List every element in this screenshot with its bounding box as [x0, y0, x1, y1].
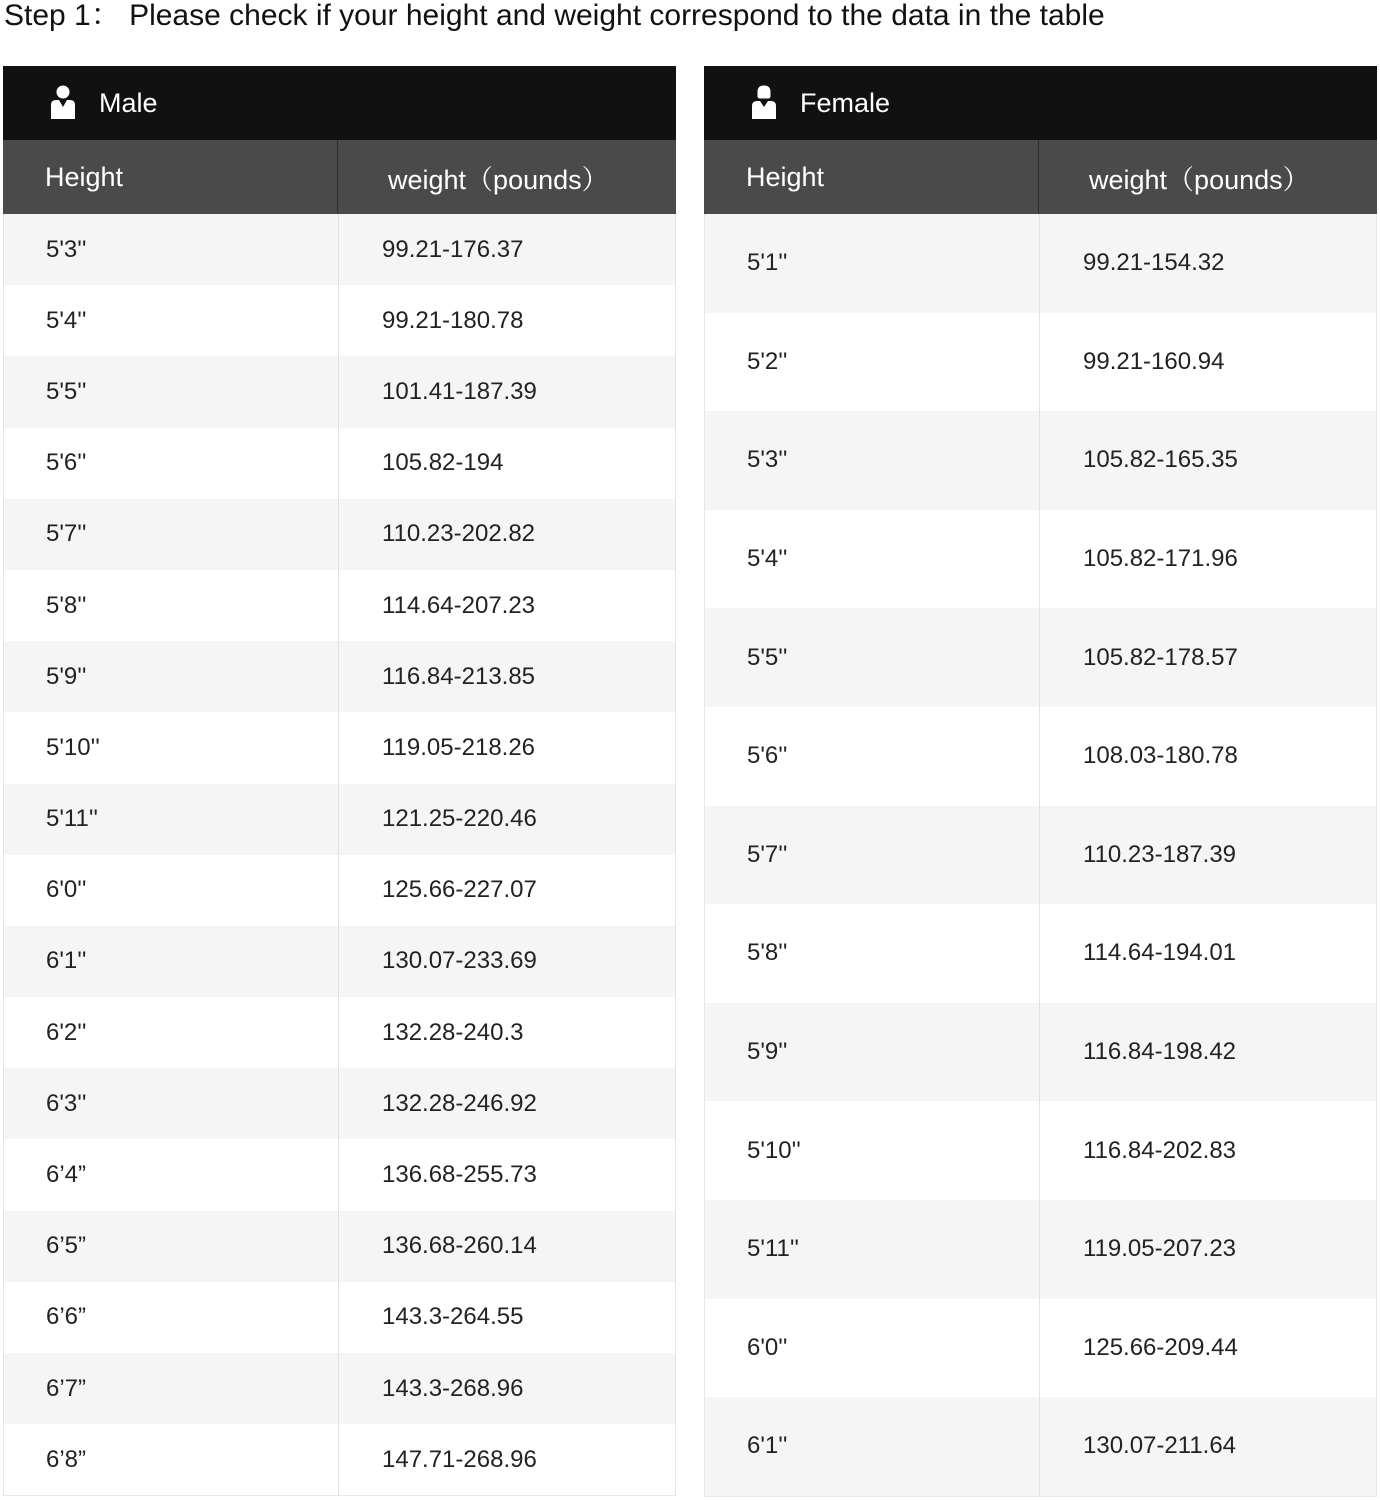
- table-row: [4, 570, 675, 641]
- weight-cell: 116.84-213.85: [382, 662, 536, 690]
- table-row: [4, 784, 675, 855]
- male-height-header: Height: [3, 140, 338, 214]
- height-cell: 5'11'': [705, 1200, 1040, 1299]
- height-cell: 5'7'': [4, 499, 339, 570]
- height-cell: 5'9'': [705, 1003, 1040, 1102]
- height-cell: 5'10'': [4, 712, 339, 783]
- height-cell: 6'0'': [4, 855, 339, 926]
- table-row: [705, 1003, 1376, 1102]
- table-row: [705, 1200, 1376, 1299]
- height-cell: 6’6”: [4, 1282, 339, 1353]
- height-cell: 6’8”: [4, 1424, 339, 1495]
- weight-cell: 119.05-207.23: [1083, 1235, 1237, 1263]
- male-weight-header: weight（pounds）: [388, 164, 609, 195]
- weight-cell: 99.21-160.94: [1083, 347, 1225, 375]
- male-table-body: [3, 214, 676, 1496]
- table-row: [4, 1211, 675, 1282]
- female-column-headers: [704, 140, 1377, 214]
- height-cell: 5'3'': [4, 214, 339, 285]
- height-cell: 5'2'': [705, 313, 1040, 412]
- weight-cell: 132.28-240.3: [382, 1018, 524, 1046]
- table-row: [705, 707, 1376, 806]
- weight-cell: 114.64-207.23: [382, 591, 536, 619]
- height-cell: 5'9'': [4, 641, 339, 712]
- weight-cell: 147.71-268.96: [382, 1445, 537, 1473]
- table-row: [4, 285, 675, 356]
- weight-cell: 105.82-171.96: [1083, 545, 1238, 573]
- weight-cell: 108.03-180.78: [1083, 742, 1238, 770]
- weight-cell: 125.66-227.07: [382, 876, 537, 904]
- weight-cell: 136.68-260.14: [382, 1232, 537, 1260]
- table-row: [4, 214, 675, 285]
- height-cell: 5'8'': [705, 904, 1040, 1003]
- male-column-headers: [3, 140, 676, 214]
- female-table-body: [704, 214, 1377, 1497]
- table-row: [4, 926, 675, 997]
- height-cell: 5'8'': [4, 570, 339, 641]
- weight-cell: 105.82-165.35: [1083, 446, 1238, 474]
- weight-cell: 99.21-176.37: [382, 235, 524, 263]
- table-row: [705, 313, 1376, 412]
- height-cell: 5'6'': [4, 428, 339, 499]
- male-size-table: [3, 66, 676, 1496]
- height-cell: 6'2'': [4, 997, 339, 1068]
- weight-cell: 105.82-178.57: [1083, 643, 1238, 671]
- weight-cell: 110.23-187.39: [1083, 840, 1237, 868]
- male-table-header: [3, 66, 676, 140]
- male-person-icon: [49, 85, 77, 121]
- table-row: [4, 428, 675, 499]
- weight-cell: 99.21-154.32: [1083, 249, 1225, 277]
- weight-cell: 125.66-209.44: [1083, 1333, 1238, 1361]
- weight-cell: 99.21-180.78: [382, 306, 524, 334]
- table-row: [705, 806, 1376, 905]
- weight-cell: 114.64-194.01: [1083, 939, 1237, 967]
- table-row: [4, 499, 675, 570]
- table-row: [705, 608, 1376, 707]
- weight-cell: 119.05-218.26: [382, 733, 536, 761]
- table-row: [4, 1424, 675, 1495]
- page-title: Step 1： Please check if your height and weight correspond to the data in the table: [4, 0, 1105, 32]
- table-row: [705, 1397, 1376, 1496]
- weight-cell: 101.41-187.39: [382, 377, 537, 405]
- table-row: [705, 1101, 1376, 1200]
- table-row: [4, 1068, 675, 1139]
- height-cell: 5'11'': [4, 784, 339, 855]
- height-cell: 6’4”: [4, 1139, 339, 1210]
- table-row: [4, 1139, 675, 1210]
- weight-cell: 116.84-198.42: [1083, 1038, 1237, 1066]
- table-row: [705, 214, 1376, 313]
- weight-cell: 130.07-233.69: [382, 947, 537, 975]
- female-height-header: Height: [704, 140, 1039, 214]
- weight-cell: 105.82-194: [382, 449, 504, 477]
- height-cell: 5'1'': [705, 214, 1040, 313]
- weight-cell: 143.3-268.96: [382, 1374, 524, 1402]
- height-cell: 6’7”: [4, 1353, 339, 1424]
- height-cell: 5'5'': [4, 356, 339, 427]
- weight-cell: 130.07-211.64: [1083, 1432, 1237, 1460]
- table-row: [705, 904, 1376, 1003]
- table-row: [4, 641, 675, 712]
- table-row: [705, 510, 1376, 609]
- weight-cell: 121.25-220.46: [382, 805, 537, 833]
- male-label: Male: [99, 87, 158, 118]
- weight-cell: 116.84-202.83: [1083, 1136, 1237, 1164]
- height-cell: 5'4'': [4, 285, 339, 356]
- height-cell: 5'4'': [705, 510, 1040, 609]
- female-label: Female: [800, 87, 891, 118]
- female-weight-header: weight（pounds）: [1089, 164, 1310, 195]
- height-cell: 5'5'': [705, 608, 1040, 707]
- table-row: [4, 1282, 675, 1353]
- height-cell: 6'1'': [705, 1397, 1040, 1496]
- height-cell: 6'0'': [705, 1299, 1040, 1398]
- table-row: [4, 356, 675, 427]
- weight-cell: 143.3-264.55: [382, 1303, 524, 1331]
- female-table-header: [704, 66, 1377, 140]
- height-cell: 6'1'': [4, 926, 339, 997]
- weight-cell: 110.23-202.82: [382, 520, 536, 548]
- height-cell: 6'3'': [4, 1068, 339, 1139]
- table-row: [4, 855, 675, 926]
- female-person-icon: [750, 85, 778, 121]
- height-cell: 5'7'': [705, 806, 1040, 905]
- weight-cell: 132.28-246.92: [382, 1089, 537, 1117]
- table-row: [705, 1299, 1376, 1398]
- table-row: [705, 411, 1376, 510]
- height-cell: 5'3'': [705, 411, 1040, 510]
- height-cell: 6’5”: [4, 1211, 339, 1282]
- weight-cell: 136.68-255.73: [382, 1161, 537, 1189]
- height-cell: 5'10'': [705, 1101, 1040, 1200]
- height-cell: 5'6'': [705, 707, 1040, 806]
- female-size-table: [704, 66, 1377, 1497]
- table-row: [4, 1353, 675, 1424]
- table-row: [4, 997, 675, 1068]
- table-row: [4, 712, 675, 783]
